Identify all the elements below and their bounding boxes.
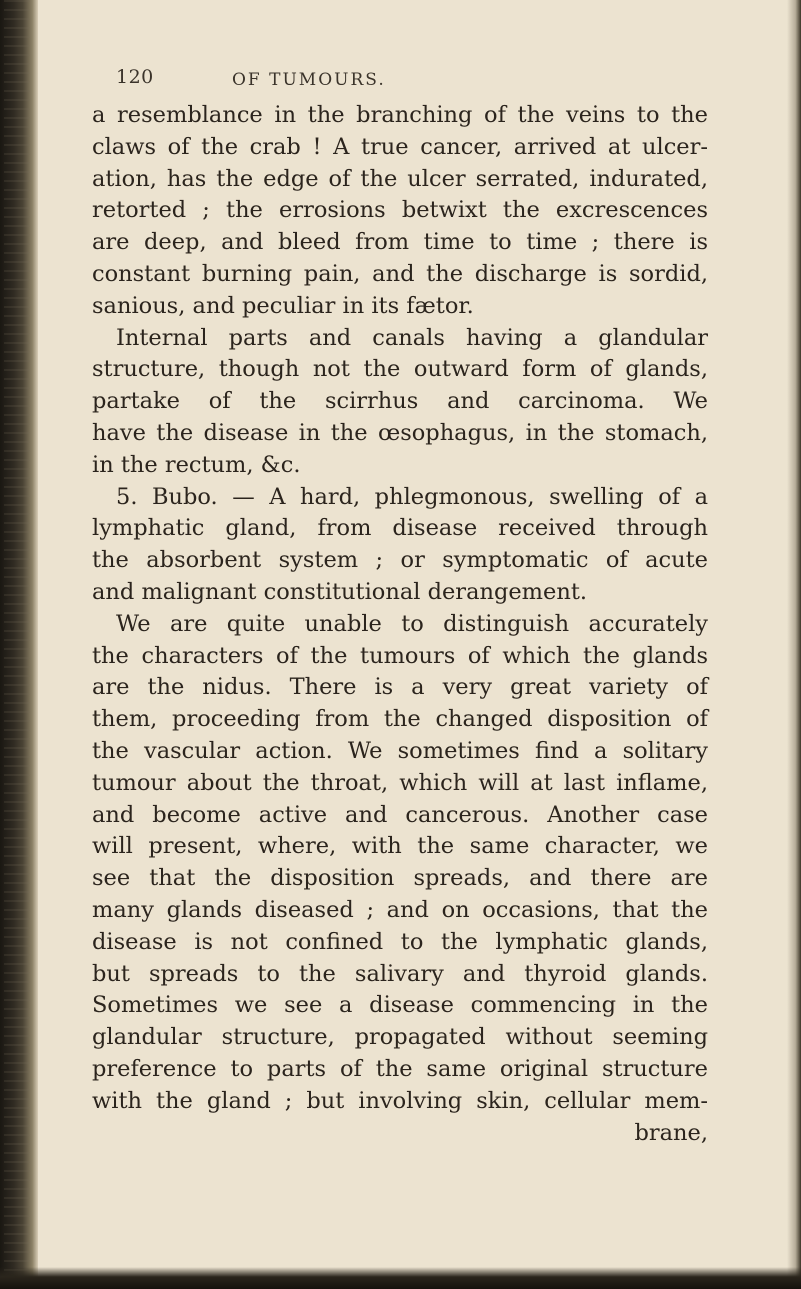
- text-line-17: We are quite unable to distinguish accurately: [116, 610, 708, 637]
- text-line-9: structure, though not the outward form of glands,: [92, 356, 708, 383]
- text-line-26: many glands diseased ; and on occasions, that the: [92, 896, 708, 923]
- text-line-8: Internal parts and canals having a glandular: [116, 324, 708, 351]
- text-line-16: and malignant constitutional derangement.: [92, 578, 588, 605]
- text-line-3: ation, has the edge of the ulcer serrated, indurated,: [92, 165, 708, 192]
- text-line-6: constant burning pain, and the discharge is sordid,: [92, 260, 708, 287]
- text-line-18: the characters of the tumours of which the glands: [92, 642, 708, 669]
- page-right-edge-shadow: [787, 0, 801, 1289]
- text-line-25: see that the disposition spreads, and there are: [92, 865, 708, 892]
- text-line-32: with the gland ; but involving skin, cellular mem-: [92, 1087, 708, 1114]
- text-line-23: and become active and cancerous. Another case: [92, 801, 708, 828]
- text-line-30: glandular structure, propagated without seeming: [92, 1024, 708, 1051]
- text-line-24: will present, where, with the same character, we: [92, 833, 708, 860]
- text-line-28: but spreads to the salivary and thyroid glands.: [92, 960, 708, 987]
- text-line-11: have the disease in the œsophagus, in the stomach,: [92, 419, 708, 446]
- text-line-31: preference to parts of the same original structure: [92, 1055, 708, 1082]
- text-line-21: the vascular action. We sometimes find a solitary: [92, 737, 708, 764]
- page-bottom-edge: [0, 1267, 801, 1289]
- text-line-2: claws of the crab ! A true cancer, arrived at ulcer-: [92, 133, 708, 160]
- text-line-5: are deep, and bleed from time to time ; there is: [92, 229, 708, 256]
- catchword: brane,: [634, 1119, 708, 1146]
- text-line-14: lymphatic gland, from disease received through: [92, 515, 708, 542]
- text-line-1: a resemblance in the branching of the veins to the: [92, 102, 708, 128]
- text-line-12: in the rectum, &c.: [92, 451, 301, 478]
- text-line-7: sanious, and peculiar in its fætor.: [92, 292, 474, 319]
- binding-texture: [4, 0, 30, 1289]
- text-line-10: partake of the scirrhus and carcinoma. We: [92, 388, 708, 415]
- text-line-19: are the nidus. There is a very great variety of: [92, 674, 708, 701]
- text-line-13: 5. Bubo. — A hard, phlegmonous, swelling of a: [116, 483, 708, 510]
- text-line-27: disease is not confined to the lymphatic glands,: [92, 928, 708, 955]
- page-header: [116, 66, 636, 96]
- book-binding-gutter: [0, 0, 38, 1289]
- text-line-4: retorted ; the errosions betwixt the excrescences: [92, 197, 708, 224]
- text-line-20: them, proceeding from the changed disposition of: [92, 706, 708, 733]
- text-line-15: the absorbent system ; or symptomatic of acute: [92, 547, 708, 574]
- running-head: OF TUMOURS.: [232, 70, 386, 90]
- page-number: 120: [116, 66, 154, 88]
- body-text: [92, 100, 708, 1149]
- text-line-29: Sometimes we see a disease commencing in the: [92, 992, 708, 1019]
- text-line-22: tumour about the throat, which will at last inflame,: [92, 769, 708, 796]
